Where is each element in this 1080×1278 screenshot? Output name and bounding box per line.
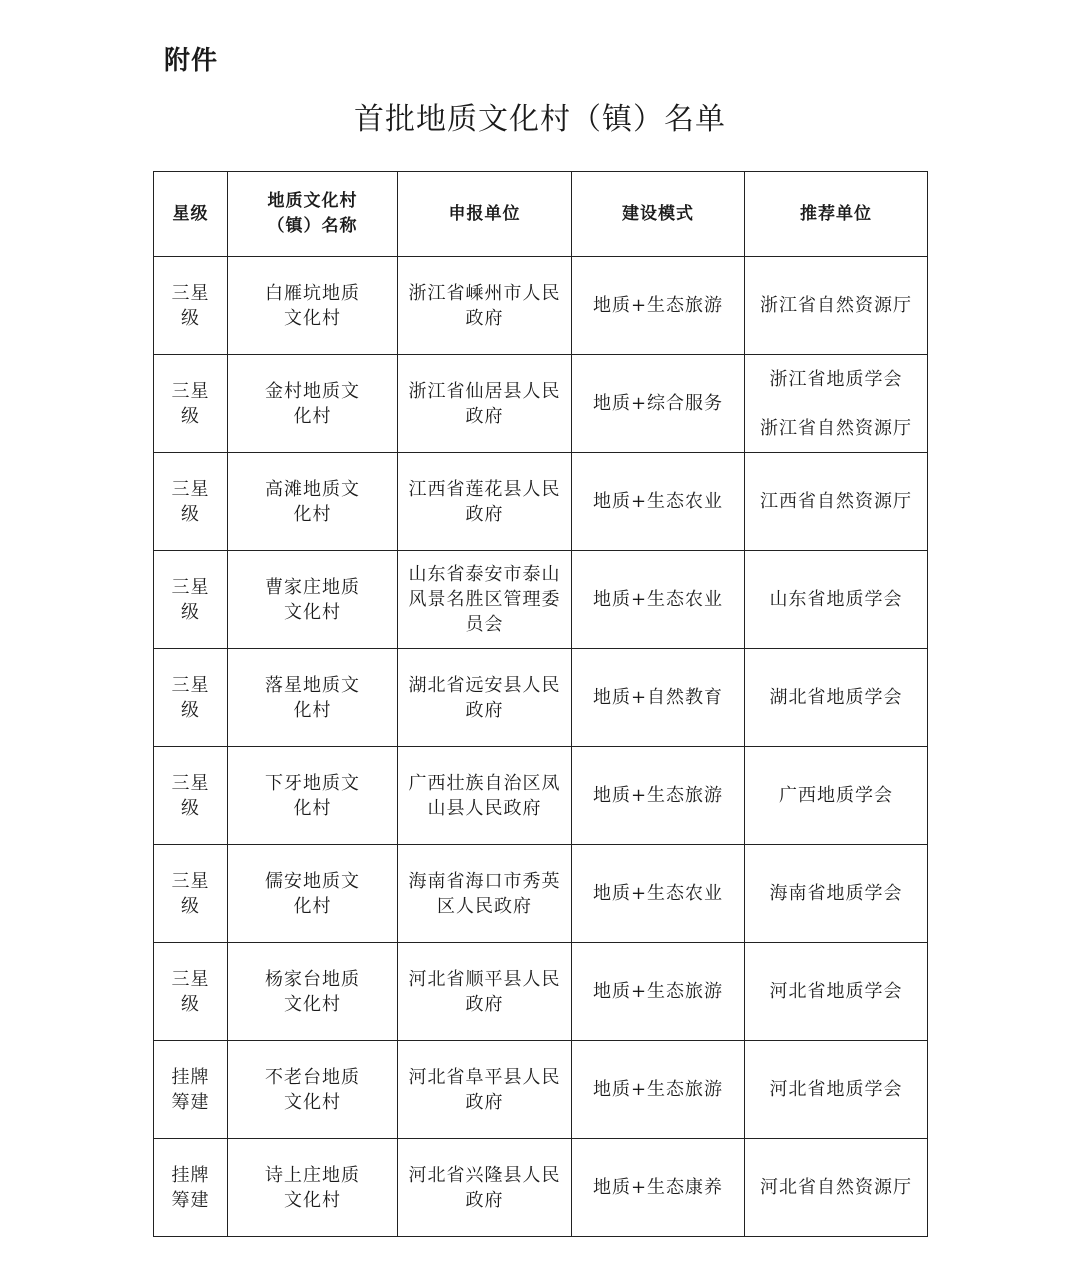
recommender-name: 海南省地质学会 bbox=[769, 883, 903, 904]
table-row bbox=[154, 747, 928, 845]
applicant-cell: 山东省泰安市泰山风景名胜区管理委员会 bbox=[398, 551, 572, 649]
recommender-cell bbox=[745, 551, 928, 649]
header-star-level: 星级 bbox=[154, 172, 228, 257]
star-level-cell: 三星级 bbox=[154, 649, 228, 747]
recommender-cell bbox=[745, 355, 928, 453]
applicant-cell: 河北省阜平县人民政府 bbox=[398, 1041, 572, 1139]
recommender-name: 河北省地质学会 bbox=[769, 1079, 903, 1100]
table-row bbox=[154, 257, 928, 355]
table-row bbox=[154, 453, 928, 551]
recommender-name: 浙江省自然资源厅 bbox=[760, 417, 912, 439]
star-level-cell: 三星级 bbox=[154, 845, 228, 943]
construction-mode-cell: 地质+综合服务 bbox=[572, 355, 745, 453]
construction-mode-cell: 地质+生态旅游 bbox=[572, 1041, 745, 1139]
table-row bbox=[154, 943, 928, 1041]
header-applicant: 申报单位 bbox=[398, 172, 572, 257]
attachment-label: 附件 bbox=[164, 46, 219, 76]
village-name-cell: 白雁坑地质文化村 bbox=[228, 257, 398, 355]
recommender-name: 河北省地质学会 bbox=[769, 981, 903, 1002]
recommender-name: 江西省自然资源厅 bbox=[760, 491, 912, 512]
recommender-name: 广西地质学会 bbox=[779, 785, 893, 806]
star-level-cell: 三星级 bbox=[154, 943, 228, 1041]
recommender-name: 河北省自然资源厅 bbox=[760, 1177, 912, 1198]
table-header-row bbox=[154, 172, 928, 257]
recommender-cell bbox=[745, 943, 928, 1041]
village-name-cell: 高滩地质文化村 bbox=[228, 453, 398, 551]
village-name-cell: 杨家台地质文化村 bbox=[228, 943, 398, 1041]
star-level-cell: 三星级 bbox=[154, 453, 228, 551]
construction-mode-cell: 地质+生态旅游 bbox=[572, 747, 745, 845]
construction-mode-cell: 地质+生态农业 bbox=[572, 845, 745, 943]
header-village-name: 地质文化村（镇）名称 bbox=[228, 172, 398, 257]
applicant-cell: 浙江省嵊州市人民政府 bbox=[398, 257, 572, 355]
recommender-cell bbox=[745, 1041, 928, 1139]
table-row bbox=[154, 551, 928, 649]
applicant-cell: 海南省海口市秀英区人民政府 bbox=[398, 845, 572, 943]
village-name-cell: 曹家庄地质文化村 bbox=[228, 551, 398, 649]
star-level-cell: 三星级 bbox=[154, 551, 228, 649]
star-level-cell: 三星级 bbox=[154, 355, 228, 453]
header-construction-mode: 建设模式 bbox=[572, 172, 745, 257]
village-name-cell: 落星地质文化村 bbox=[228, 649, 398, 747]
village-name-cell: 下牙地质文化村 bbox=[228, 747, 398, 845]
applicant-cell: 湖北省远安县人民政府 bbox=[398, 649, 572, 747]
table-body bbox=[154, 257, 928, 1237]
recommender-name: 浙江省自然资源厅 bbox=[760, 295, 912, 316]
construction-mode-cell: 地质+生态康养 bbox=[572, 1139, 745, 1237]
construction-mode-cell: 地质+生态农业 bbox=[572, 453, 745, 551]
table-row bbox=[154, 1139, 928, 1237]
star-level-cell: 挂牌筹建 bbox=[154, 1139, 228, 1237]
applicant-cell: 广西壮族自治区凤山县人民政府 bbox=[398, 747, 572, 845]
table-row bbox=[154, 845, 928, 943]
recommender-cell bbox=[745, 257, 928, 355]
star-level-cell: 挂牌筹建 bbox=[154, 1041, 228, 1139]
recommender-cell bbox=[745, 845, 928, 943]
village-name-cell: 金村地质文化村 bbox=[228, 355, 398, 453]
recommender-cell bbox=[745, 1139, 928, 1237]
construction-mode-cell: 地质+生态旅游 bbox=[572, 257, 745, 355]
village-name-cell: 儒安地质文化村 bbox=[228, 845, 398, 943]
recommender-cell bbox=[745, 453, 928, 551]
recommender-name: 山东省地质学会 bbox=[769, 589, 903, 610]
construction-mode-cell: 地质+生态旅游 bbox=[572, 943, 745, 1041]
recommender-name: 湖北省地质学会 bbox=[769, 687, 903, 708]
recommender-name: 浙江省地质学会 bbox=[769, 368, 903, 390]
applicant-cell: 浙江省仙居县人民政府 bbox=[398, 355, 572, 453]
applicant-cell: 河北省兴隆县人民政府 bbox=[398, 1139, 572, 1237]
recommender-cell bbox=[745, 747, 928, 845]
recommender-cell bbox=[745, 649, 928, 747]
star-level-cell: 三星级 bbox=[154, 747, 228, 845]
village-name-cell: 诗上庄地质文化村 bbox=[228, 1139, 398, 1237]
applicant-cell: 江西省莲花县人民政府 bbox=[398, 453, 572, 551]
star-level-cell: 三星级 bbox=[154, 257, 228, 355]
table-row bbox=[154, 649, 928, 747]
applicant-cell: 河北省顺平县人民政府 bbox=[398, 943, 572, 1041]
table-row bbox=[154, 1041, 928, 1139]
construction-mode-cell: 地质+自然教育 bbox=[572, 649, 745, 747]
table-row bbox=[154, 355, 928, 453]
header-recommender: 推荐单位 bbox=[745, 172, 928, 257]
construction-mode-cell: 地质+生态农业 bbox=[572, 551, 745, 649]
village-name-cell: 不老台地质文化村 bbox=[228, 1041, 398, 1139]
page-title: 首批地质文化村（镇）名单 bbox=[354, 102, 726, 137]
village-list-table bbox=[153, 171, 928, 1237]
